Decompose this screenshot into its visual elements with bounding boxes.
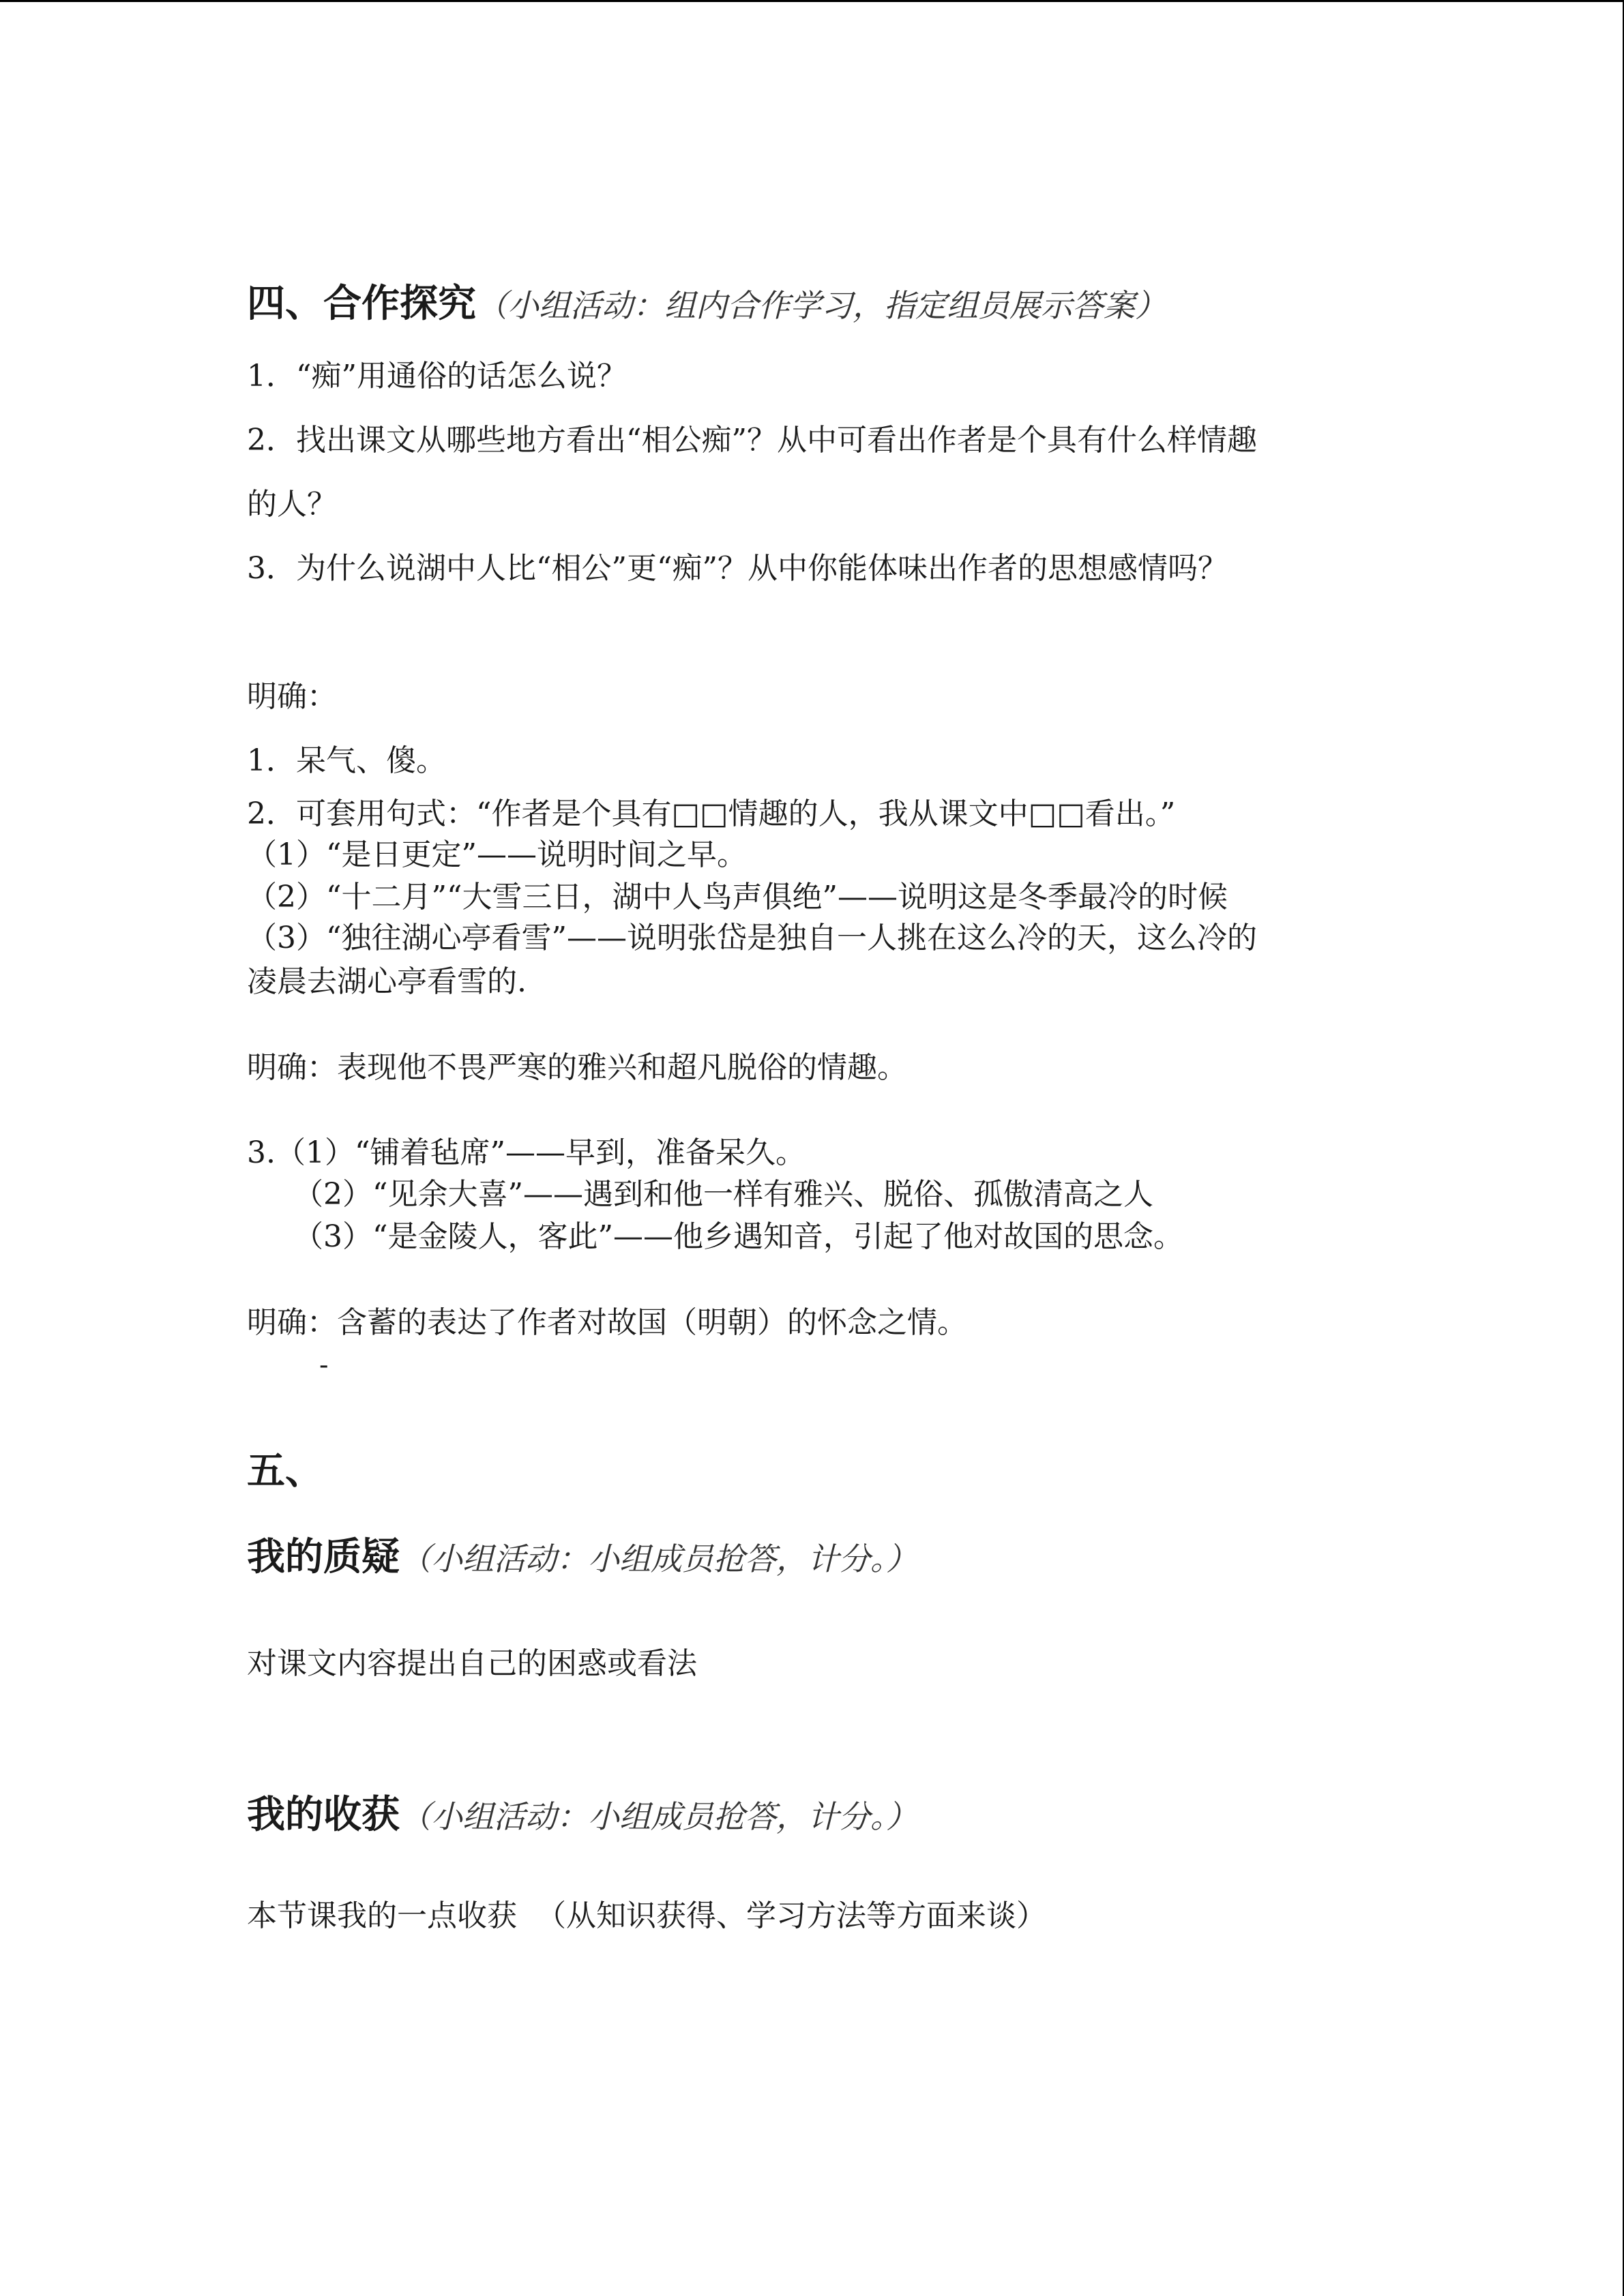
page-top-border — [0, 0, 1624, 2]
question-2-cont: 的人？ — [247, 487, 337, 522]
section-four-heading — [247, 281, 1166, 327]
my-gains-prompt: 本节课我的一点收获 （从知识获得、学习方法等方面来谈） — [247, 1898, 1046, 1933]
answer-3-conclusion: 明确：含蓄的表达了作者对故国（明朝）的怀念之情。 — [247, 1305, 967, 1340]
section-four-note: （小组活动：组内合作学习，指定组员展示答案） — [476, 287, 1166, 324]
section-four-title: 四、合作探究 — [247, 281, 476, 326]
section-five-title: 五、 — [247, 1448, 323, 1493]
my-doubts-prompt: 对课文内容提出自己的困惑或看法 — [247, 1646, 697, 1681]
answer-2-item-3-cont: 凌晨去湖心亭看雪的. — [247, 964, 527, 999]
my-doubts-heading — [247, 1534, 917, 1580]
answer-2-item-3: （3）“独往湖心亭看雪”——说明张岱是独自一人挑在这么冷的天，这么冷的 — [247, 921, 1257, 955]
question-2: 2．找出课文从哪些地方看出“相公痴”？从中可看出作者是个具有什么样情趣 — [247, 423, 1257, 458]
answer-2: 2．可套用句式：“作者是个具有□□情趣的人，我从课文中□□看出。” — [247, 796, 1176, 831]
my-doubts-title: 我的质疑 — [247, 1534, 400, 1579]
answer-3-item-1: 3.（1）“铺着毡席”——早到，准备呆久。 — [247, 1135, 806, 1170]
my-doubts-note: （小组活动：小组成员抢答，计分。） — [400, 1540, 917, 1577]
my-gains-title: 我的收获 — [247, 1792, 400, 1837]
question-1: 1．“痴”用通俗的话怎么说？ — [247, 359, 627, 393]
answer-2-item-2: （2）“十二月”“大雪三日，湖中人鸟声俱绝”——说明这是冬季最冷的时候 — [247, 880, 1228, 914]
stray-dash: - — [319, 1350, 329, 1381]
answer-1: 1．呆气、傻。 — [247, 743, 446, 778]
answer-3-item-2: （2）“见余大喜”——遇到和他一样有雅兴、脱俗、孤傲清高之人 — [293, 1177, 1153, 1212]
answers-label: 明确： — [247, 679, 337, 714]
question-3: 3．为什么说湖中人比“相公”更“痴”？从中你能体味出作者的思想感情吗？ — [247, 551, 1228, 586]
answer-3-item-3: （3）“是金陵人，客此”——他乡遇知音，引起了他对故国的思念。 — [293, 1219, 1183, 1254]
answer-2-conclusion: 明确：表现他不畏严寒的雅兴和超凡脱俗的情趣。 — [247, 1050, 907, 1085]
my-gains-note: （小组活动：小组成员抢答，计分。） — [400, 1798, 917, 1835]
my-gains-heading — [247, 1792, 917, 1838]
answer-2-item-1: （1）“是日更定”——说明时间之早。 — [247, 837, 747, 872]
